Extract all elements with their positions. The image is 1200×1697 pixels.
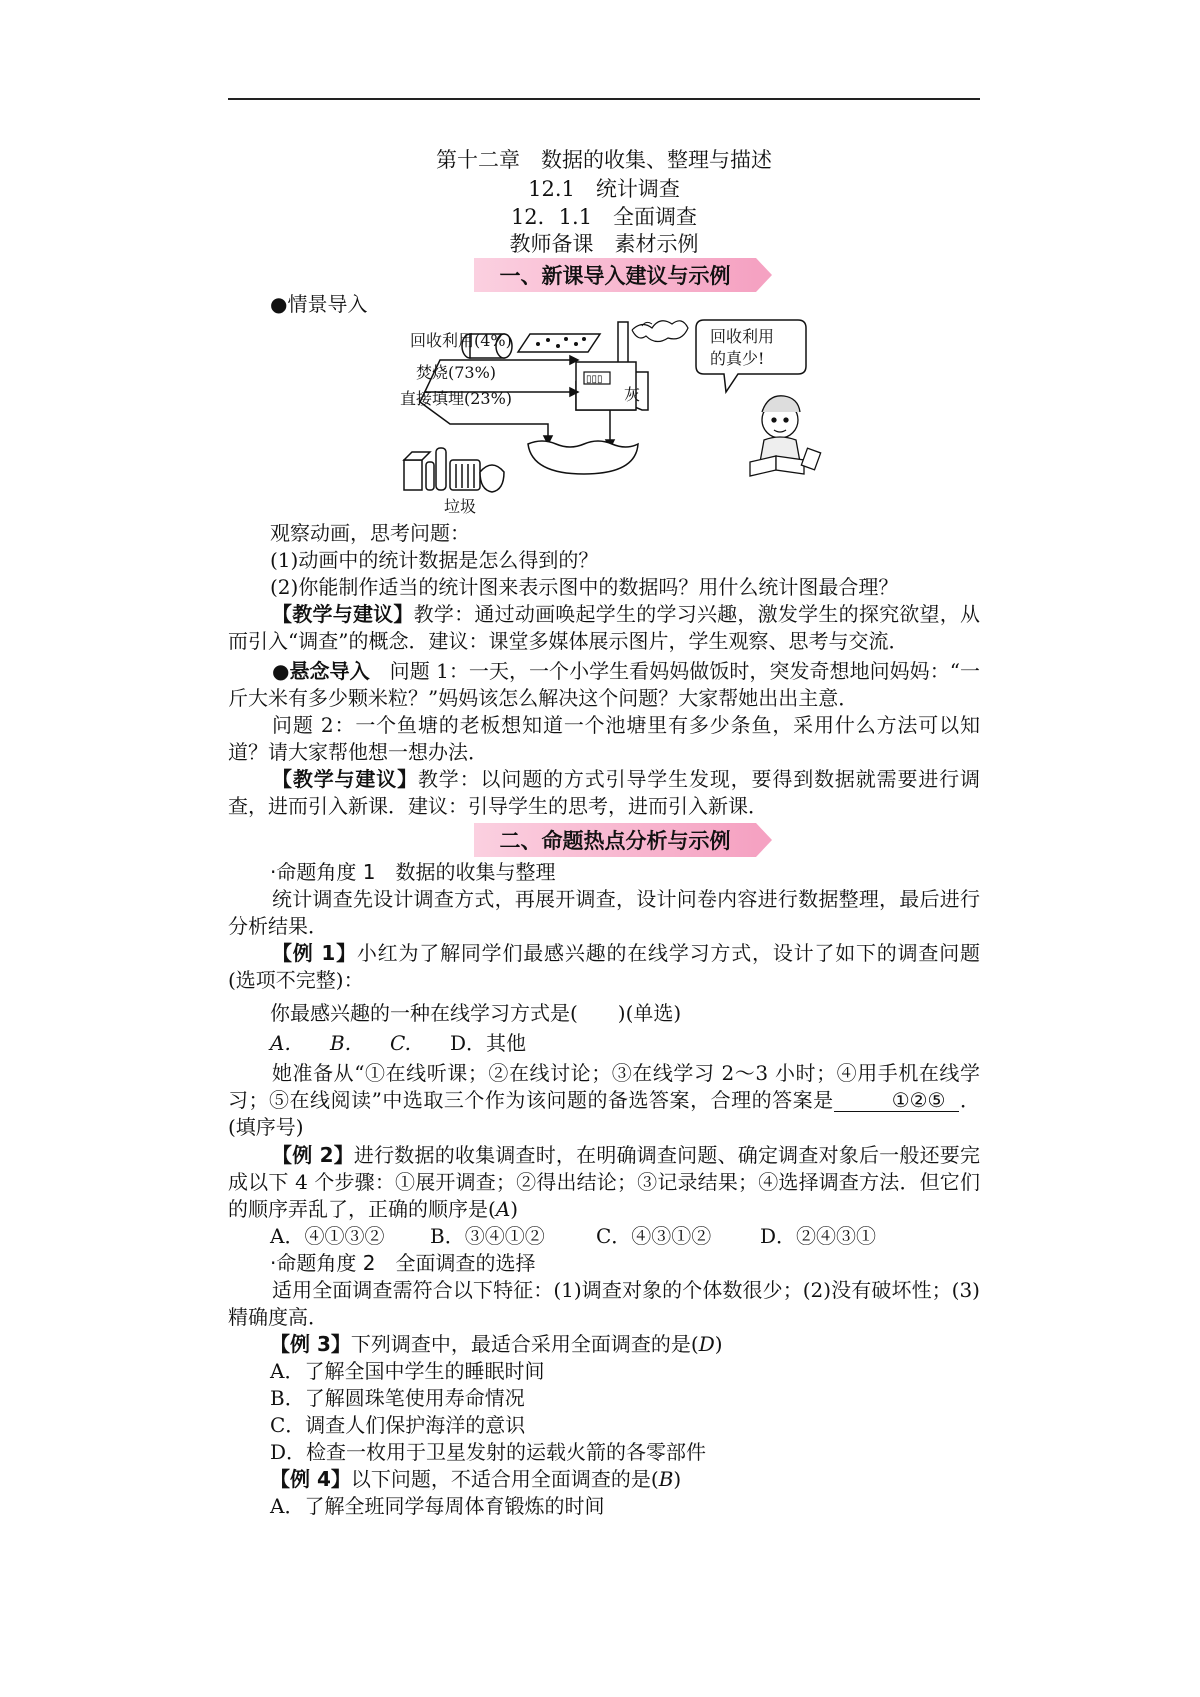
example-1	[228, 940, 980, 994]
garbage-illustration	[400, 312, 820, 522]
ash-label: 灰	[624, 385, 641, 404]
example-2-answer: A	[495, 1197, 511, 1221]
example-1-answer: ①②⑤	[834, 1089, 960, 1112]
example-1-text-2	[228, 1060, 980, 1141]
angle-1-title: ·命题角度 1 数据的收集与整理	[270, 860, 556, 884]
example-3	[270, 1331, 723, 1358]
example-label: 【例 3】	[270, 1332, 351, 1356]
example-4-text: 以下问题，不适合用全面调查的是(	[350, 1467, 659, 1491]
example-3-option-a: A．了解全国中学生的睡眠时间	[270, 1359, 545, 1383]
suspense-heading: ●悬念导入	[272, 659, 370, 683]
angle-1-text: 统计调查先设计调查方式，再展开调查，设计问卷内容进行数据整理，最后进行分析结果．	[228, 887, 980, 938]
question-2: (2)你能制作适当的统计图来表示图中的数据吗？用什么统计图最合理？	[270, 575, 899, 599]
bubble-line-2: 的真少!	[710, 349, 765, 368]
tip-label: 【教学与建议】	[272, 767, 418, 791]
banner-arrow-icon	[756, 258, 772, 292]
example-3-close: )	[714, 1332, 723, 1356]
scene-intro-heading: ●情景导入	[270, 292, 368, 316]
landfill-pit-icon	[528, 441, 638, 474]
question-1: (1)动画中的统计数据是怎么得到的？	[270, 548, 599, 572]
top-rule	[228, 98, 980, 100]
example-2-option-c: C．④③①②	[596, 1224, 712, 1248]
example-2	[228, 1142, 980, 1223]
banner-hotspots-label: 二、命题热点分析与示例	[499, 829, 731, 853]
example-2-option-a: A．④①③②	[270, 1224, 385, 1248]
teaching-tip-2	[228, 766, 980, 820]
landfill-label: 直接填埋(23%)	[400, 389, 513, 408]
example-2-option-b: B．③④①②	[430, 1224, 545, 1248]
banner-intro-label: 一、新课导入建议与示例	[499, 264, 731, 288]
example-4	[270, 1466, 681, 1493]
teaching-tip-1	[228, 601, 980, 655]
example-1-option-a: A.	[270, 1031, 291, 1055]
example-2-close: )	[510, 1197, 519, 1221]
angle-2-title: ·命题角度 2 全面调查的选择	[270, 1251, 536, 1275]
example-3-answer: D	[698, 1332, 715, 1356]
example-label: 【例 2】	[272, 1143, 354, 1167]
tip-text: 教学：以问题的方式引导学生发现，要得到数据就需要进行调查，进而引入新课．建议：引导学生的思考，进而引入新课．	[228, 767, 981, 818]
example-1-text: 小红为了解同学们最感兴趣的在线学习方式，设计了如下的调查问题(选项不完整)：	[228, 941, 980, 992]
recycled-sheet-icon	[518, 334, 600, 352]
example-1-choices: 她准备从“①在线听课；②在线讨论；③在线学习 2～3 小时；④用手机在线学习；⑤在线阅读”中选取三个作为该问题的备选答案，合理的答案是	[228, 1061, 980, 1112]
example-3-text: 下列调查中，最适合采用全面调查的是(	[350, 1332, 699, 1356]
speech-bubble	[696, 320, 806, 392]
suspense-problem-1: 问题 1：一天，一个小学生看妈妈做饭时，突发奇想地问妈妈：“一斤大米有多少颗米粒？”妈妈该怎么解决这个问题？大家帮她出出主意．	[228, 659, 980, 710]
example-1-tail: ．(填序号)	[228, 1088, 980, 1139]
example-4-option-a: A．了解全班同学每周体育锻炼的时间	[270, 1494, 605, 1518]
observe-prompt: 观察动画，思考问题：	[270, 521, 470, 545]
example-label: 【例 4】	[270, 1467, 351, 1491]
section-banner-intro	[474, 258, 756, 292]
chapter-title: 第十二章 数据的收集、整理与描述	[436, 148, 772, 172]
example-3-option-c: C．调查人们保护海洋的意识	[270, 1413, 526, 1437]
prep-title: 教师备课 素材示例	[509, 232, 699, 256]
suspense-problem-2: 问题 2：一个鱼塘的老板想知道一个池塘里有多少条鱼，采用什么方法可以知道？请大家帮他想一想办法．	[228, 713, 980, 764]
example-1-option-c: C.	[390, 1031, 411, 1055]
example-3-option-d: D．检查一枚用于卫星发射的运载火箭的各零部件	[270, 1440, 707, 1464]
tip-text: 教学：通过动画唤起学生的学习兴趣，激发学生的探究欲望，从而引入“调查”的概念．建议：课堂多媒体展示图片，学生观察、思考与交流．	[228, 602, 981, 653]
burn-label: 焚烧(73%)	[416, 363, 497, 382]
boy-reading-icon	[750, 396, 821, 476]
subsection-title: 12．1.1 全面调查	[510, 205, 698, 229]
angle-2-text: 适用全面调查需符合以下特征：(1)调查对象的个体数很少；(2)没有破坏性；(3)精确度高．	[228, 1278, 980, 1329]
garbage-label: 垃圾	[444, 497, 477, 516]
svg-text:▯▯▯: ▯▯▯	[586, 374, 603, 385]
banner-arrow-icon	[756, 823, 772, 857]
bubble-line-1: 回收利用	[710, 327, 775, 346]
example-4-answer: B	[658, 1467, 674, 1491]
example-1-option-b: B.	[330, 1031, 352, 1055]
tip-label: 【教学与建议】	[272, 602, 414, 626]
example-4-close: )	[673, 1467, 682, 1491]
example-label: 【例 1】	[272, 941, 357, 965]
suspense-intro	[228, 658, 980, 712]
section-banner-hotspots	[474, 823, 756, 857]
section-title: 12.1 统计调查	[528, 177, 680, 201]
example-1-question: 你最感兴趣的一种在线学习方式是( )(单选)	[270, 1001, 682, 1025]
example-1-option-d: D．其他	[450, 1031, 527, 1055]
garbage-pile-icon	[404, 448, 504, 492]
recycle-label: 回收利用(4%)	[410, 331, 512, 350]
example-2-option-d: D．②④③①	[760, 1224, 877, 1248]
example-3-option-b: B．了解圆珠笔使用寿命情况	[270, 1386, 525, 1410]
example-2-text: 进行数据的收集调查时，在明确调查问题、确定调查对象后一般还要完成以下 4 个步骤：①展开调查；②得出结论；③记录结果；④选择调查方法．但它们的顺序弄乱了，正确的顺序是(	[228, 1143, 980, 1221]
